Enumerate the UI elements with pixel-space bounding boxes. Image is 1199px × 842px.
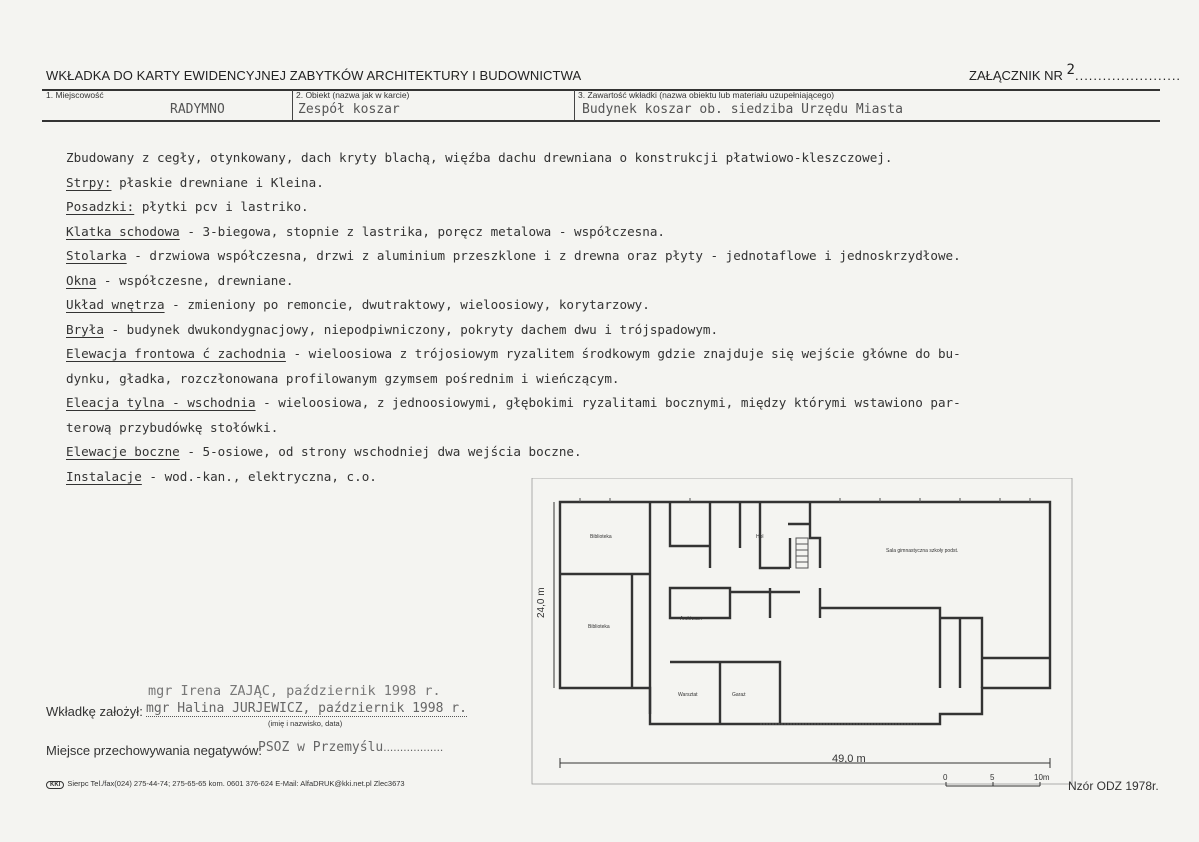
floor-plan [520, 478, 1080, 800]
elewacja-frontowa-text: - wieloosiowa z trójosiowym ryzalitem środkowym gdzie znajduje się wejście główne do bu- [285, 346, 961, 361]
room-hol: Hol [756, 534, 764, 540]
uklad-label: Układ wnętrza [66, 297, 165, 312]
elewacje-boczne-text: - 5-osiowe, od strony wschodniej dwa wejścia boczne. [179, 444, 582, 459]
field-divider-2 [574, 90, 575, 120]
posadzki-text: płytki pcv i lastriko. [134, 199, 309, 214]
instalacje-text: - wod.-kan., elektryczna, c.o. [141, 468, 377, 484]
prepared-label: Wkładkę założył: [46, 704, 143, 719]
stolarka-label: Stolarka [66, 248, 127, 263]
desc-elewacja-frontowa-cont: dynku, gładka, rozczłonowana profilowanym gzymsem pośrednim i wieńczącym. [66, 370, 620, 386]
attachment-number [969, 62, 1182, 84]
strpy-label: Strpy: [66, 174, 112, 190]
dim-width: 49,0 m [832, 753, 866, 765]
object-label: 2. Obiekt (nazwa jak w karcie) [296, 90, 410, 100]
desc-stolarka [66, 244, 1086, 269]
room-biblioteka-2: Biblioteka [588, 624, 610, 630]
printer-info: Sierpc Tel./fax(024) 275-44-74; 275-65-65 kom. 0601 376-624 E-Mail: AlfaDRUK@kki.net.pl Zlec3673 [67, 779, 405, 788]
desc-okna [66, 269, 1086, 294]
elewacja-frontowa-label: Elewacja frontowa ć zachodnia [66, 346, 286, 361]
locality-value: RADYMNO [170, 102, 225, 117]
form-title: WKŁADKA DO KARTY EWIDENCYJNEJ ZABYTKÓW ARCHITEKTURY I BUDOWNICTWA [46, 68, 582, 83]
desc-elewacja-frontowa [66, 342, 1086, 367]
desc-posadzki [66, 195, 1086, 220]
desc-elewacje-boczne [66, 440, 1086, 465]
room-biblioteka-1: Biblioteka [590, 534, 612, 540]
field-divider-1 [292, 90, 293, 120]
form-model: Nzór ODZ 1978r. [1068, 779, 1159, 793]
plan-details [580, 498, 1030, 724]
printer-logo: KKI [46, 781, 64, 789]
bryla-label: Bryła [66, 321, 104, 337]
content-label: 3. Zawartość wkładki (nazwa obiektu lub materiału uzupełniającego) [578, 90, 835, 100]
elewacje-boczne-label: Elewacje boczne [66, 444, 180, 459]
header-bottom-rule [42, 120, 1160, 122]
uklad-text: - zmieniony po remoncie, dwutraktowy, wieloosiowy, korytarzowy. [164, 297, 650, 312]
desc-uklad [66, 293, 1086, 318]
posadzki-label: Posadzki: [66, 199, 135, 214]
scale-10: 10m [1034, 773, 1050, 782]
desc-bryla [66, 318, 1086, 343]
author-2: mgr Halina JURJEWICZ, październik 1998 r. [146, 701, 467, 716]
storage-value [258, 740, 443, 755]
content-value: Budynek koszar ob. siedziba Urzędu Miasta [582, 102, 903, 117]
instalacje-label: Instalacje [66, 468, 142, 484]
attachment-dots: ....................... [1074, 68, 1182, 83]
okna-label: Okna [66, 272, 97, 288]
bryla-text: - budynek dwukondygnacjowy, niepodpiwniczony, pokryty dachem dwu i trójspadowym. [103, 321, 719, 337]
attachment-label: ZAŁĄCZNIK NR [969, 68, 1063, 83]
scale-5: 5 [990, 773, 995, 782]
klatka-label: Klatka schodowa [66, 223, 180, 239]
attachment-number-value: 2 [1066, 62, 1075, 78]
plan-walls [560, 502, 1050, 724]
printer-footer [46, 779, 405, 789]
description [66, 146, 1086, 489]
desc-elewacja-tylna [66, 391, 1086, 416]
storage-label: Miejsce przechowywania negatywów: [46, 743, 263, 758]
room-archiwum: Archiwum [680, 616, 702, 622]
storage-value-text: PSOZ w Przemyślu [258, 740, 384, 755]
scale-0: 0 [943, 773, 948, 782]
name-date-hint: (imię i nazwisko, data) [268, 719, 343, 728]
strpy-text: płaskie drewniane i Kleina. [111, 174, 324, 190]
locality-label: 1. Miejscowość [46, 90, 104, 100]
room-sala: Sala gimnastyczna szkoły podst. [886, 548, 959, 554]
stolarka-text: - drzwiowa współczesna, drzwi z aluminium przeszklone i z drewna oraz płyty - jednotaflowe i jednoskrzydłowe. [126, 248, 961, 263]
elewacja-tylna-label: Eleacja tylna - wschodnia [66, 395, 256, 410]
object-value: Zespół koszar [298, 102, 400, 117]
room-warsztat: Warsztat [678, 692, 698, 698]
klatka-text: - 3-biegowa, stopnie z lastrika, poręcz metalowa - współczesna. [179, 223, 665, 239]
elewacja-tylna-text: - wieloosiowa, z jednoosiowymi, głębokimi ryzalitami bocznymi, między którymi wstawiono par- [255, 395, 961, 410]
storage-dots: .................. [383, 740, 444, 754]
dim-height: 24,0 m [536, 587, 547, 618]
desc-strpy [66, 171, 1086, 196]
author-1: mgr Irena ZAJĄC, październik 1998 r. [148, 683, 441, 699]
desc-elewacja-tylna-cont: terową przybudówkę stołówki. [66, 419, 279, 435]
desc-line-1: Zbudowany z cegły, otynkowany, dach kryty blachą, więźba dachu drewniana o konstrukcji płatwiowo-kleszczowej. [66, 150, 893, 165]
room-garaz: Garaż [732, 692, 746, 698]
desc-klatka [66, 220, 1086, 245]
okna-text: - współczesne, drewniane. [96, 272, 294, 288]
